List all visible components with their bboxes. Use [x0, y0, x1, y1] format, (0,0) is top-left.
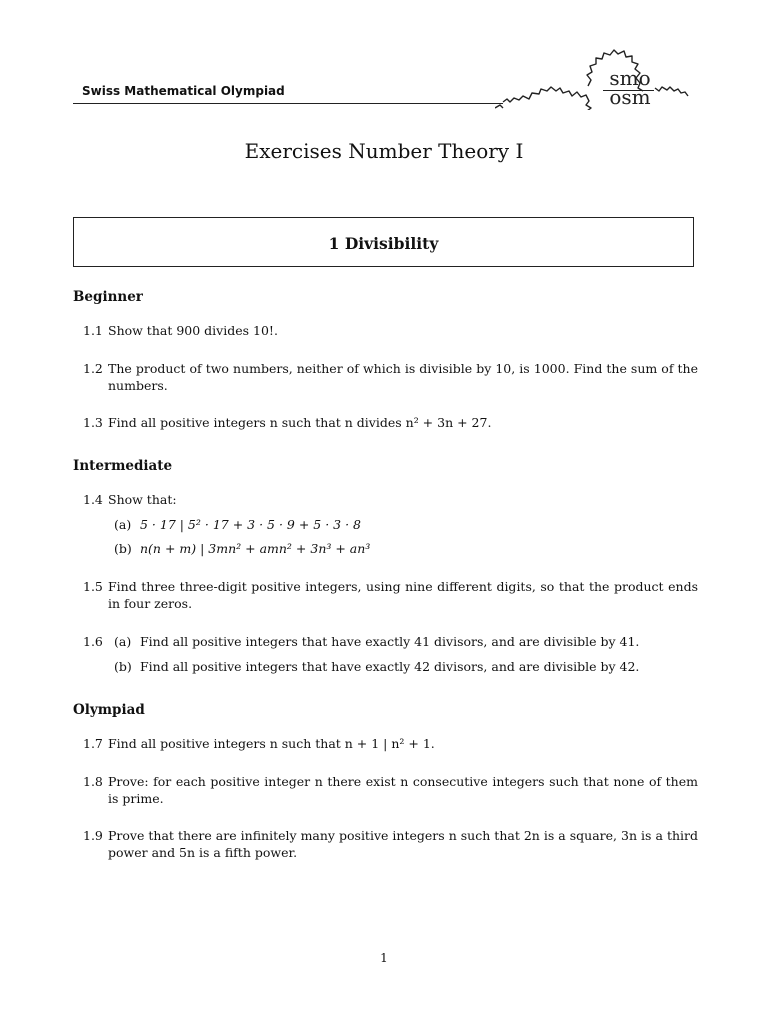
heading-beginner: Beginner — [73, 289, 143, 305]
section-title: 1 Divisibility — [328, 234, 439, 253]
exercise-1-6-part-b — [114, 658, 639, 675]
exercise-number: 1.1 — [83, 323, 103, 338]
part-label: (a) — [114, 634, 132, 649]
exercise-1-2 — [83, 360, 698, 394]
header-organization: Swiss Mathematical Olympiad — [82, 84, 285, 98]
exercise-1-7 — [83, 735, 698, 752]
exercise-number: 1.5 — [83, 579, 103, 594]
exercise-text: Show that 900 divides 10!. — [108, 323, 278, 338]
exercise-1-9 — [83, 827, 698, 861]
exercise-number: 1.6 — [83, 634, 103, 649]
heading-intermediate: Intermediate — [73, 458, 173, 474]
exercise-1-4-part-b — [114, 540, 370, 557]
part-label: (a) — [114, 517, 132, 532]
part-text: Find all positive integers that have exactly 42 divisors, and are divisible by 42. — [140, 659, 640, 674]
section-box — [73, 217, 694, 267]
exercise-1-8 — [83, 773, 698, 807]
part-text: 5 · 17 | 5² · 17 + 3 · 5 · 9 + 5 · 3 · 8 — [140, 517, 361, 532]
exercise-text: Find all positive integers n such that n divides n² + 3n + 27. — [108, 415, 492, 430]
part-text: n(n + m) | 3mn² + amn² + 3n³ + an³ — [140, 541, 371, 556]
exercise-text: Find all positive integers n such that n + 1 | n² + 1. — [108, 736, 435, 751]
exercise-number: 1.4 — [83, 492, 103, 507]
logo-text-top: smo — [609, 66, 651, 90]
exercise-text: Show that: — [108, 492, 177, 507]
page-number: 1 — [380, 951, 388, 965]
logo-text-bottom: osm — [609, 85, 651, 109]
exercise-1-4 — [83, 491, 698, 508]
exercise-text: The product of two numbers, neither of which is divisible by 10, is 1000. Find the sum of the numbers. — [108, 361, 698, 393]
header-rule — [73, 103, 503, 104]
exercise-text: Prove that there are infinitely many positive integers n such that 2n is a square, 3n is a third power and 5n is a fifth power. — [108, 828, 698, 860]
exercise-number: 1.9 — [83, 828, 103, 843]
exercise-1-6-part-a — [114, 633, 639, 650]
exercise-number: 1.3 — [83, 415, 103, 430]
part-label: (b) — [114, 541, 132, 556]
exercise-text: Find three three-digit positive integers, using nine different digits, so that the product ends in four zeros. — [108, 579, 698, 611]
heading-olympiad: Olympiad — [73, 702, 145, 718]
exercise-number: 1.2 — [83, 361, 103, 376]
part-text: Find all positive integers that have exactly 41 divisors, and are divisible by 41. — [140, 634, 640, 649]
smo-logo-icon — [495, 28, 695, 110]
exercise-number: 1.8 — [83, 774, 103, 789]
exercise-number: 1.7 — [83, 736, 103, 751]
part-label: (b) — [114, 659, 132, 674]
exercise-1-4-part-a — [114, 516, 361, 533]
exercise-text: Prove: for each positive integer n there exist n consecutive integers such that none of them is prime. — [108, 774, 698, 806]
exercise-1-5 — [83, 578, 698, 612]
exercise-1-1 — [83, 322, 698, 339]
document-title: Exercises Number Theory I — [244, 139, 524, 163]
exercise-1-3 — [83, 414, 698, 431]
